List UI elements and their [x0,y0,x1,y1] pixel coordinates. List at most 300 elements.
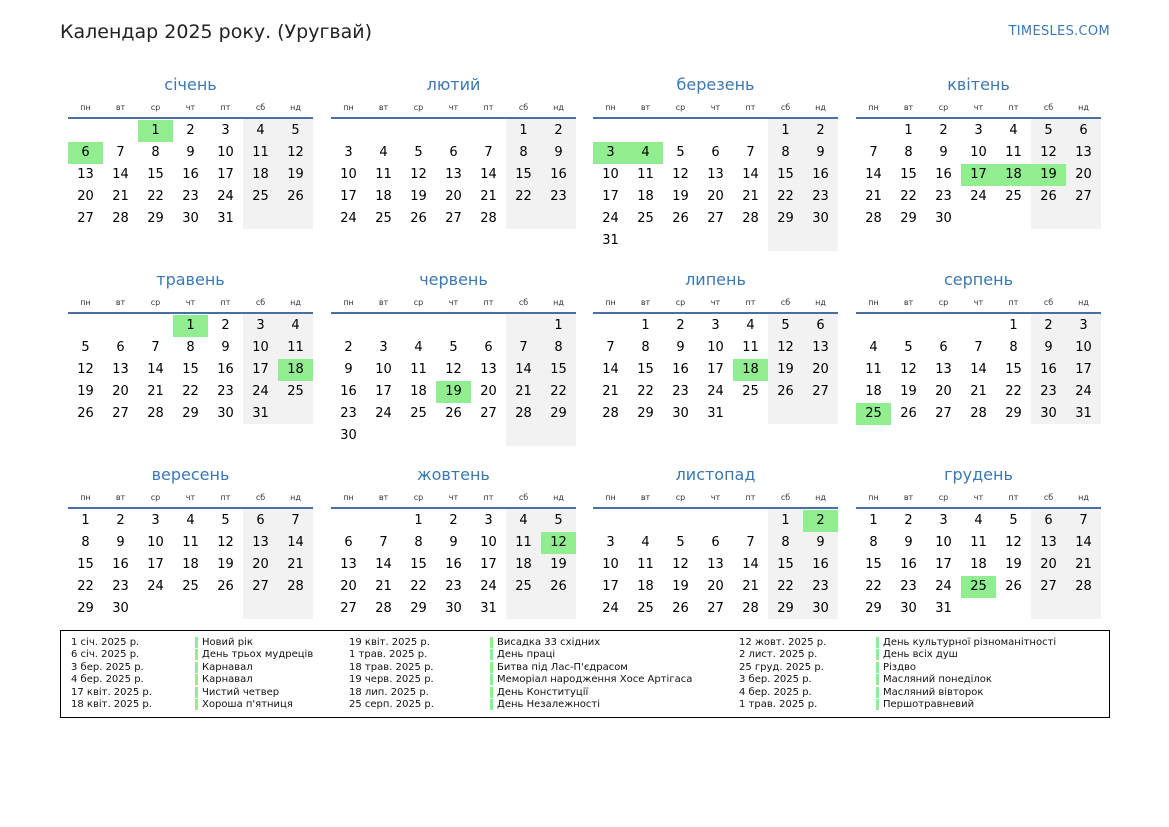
day-cell: 26 [900,406,917,421]
day-cell: 31 [602,233,619,248]
day-cell: 12 [672,167,689,182]
holiday-day-cell: 3 [593,142,628,164]
day-cell: 15 [550,362,567,377]
day-cell: 19 [1005,557,1022,572]
weekday-label: чт [185,298,196,307]
weekday-label: пн [80,298,91,307]
page-title: Календар 2025 року. (Уругвай) [60,21,373,43]
day-cell: 4 [186,513,195,528]
day-cell: 21 [865,189,882,204]
day-cell: 3 [344,145,353,160]
day-cell: 17 [252,362,269,377]
holiday-day-cell: 2 [803,510,838,532]
day-cell: 20 [1040,557,1057,572]
day-cell: 1 [781,123,790,138]
day-cell: 23 [550,189,567,204]
day-cell: 9 [1044,340,1053,355]
month-10 [331,465,576,650]
day-cell: 13 [935,362,952,377]
day-cell: 15 [777,557,794,572]
day-cell: 14 [147,362,164,377]
day-cell: 1 [869,513,878,528]
month-name: грудень [944,465,1013,484]
day-cell: 22 [900,189,917,204]
day-cell: 4 [291,318,300,333]
legend-date: 4 бер. 2025 р. [71,674,144,686]
day-cell: 1 [904,123,913,138]
weekday-label: пт [220,103,231,112]
day-cell: 24 [970,189,987,204]
day-cell: 29 [900,211,917,226]
day-cell: 19 [77,384,94,399]
day-cell: 26 [1040,189,1057,204]
weekday-label: чт [710,103,721,112]
day-cell: 25 [287,384,304,399]
day-cell: 14 [480,167,497,182]
day-cell: 31 [1075,406,1092,421]
day-cell: 22 [147,189,164,204]
day-cell: 8 [641,340,650,355]
day-cell: 28 [112,211,129,226]
day-cell: 29 [147,211,164,226]
weekday-label: вт [640,298,651,307]
day-cell: 6 [484,340,493,355]
month-name: січень [164,75,217,94]
day-cell: 22 [410,579,427,594]
day-cell: 9 [449,535,458,550]
weekday-label: ср [150,103,161,112]
month-rule [331,312,576,314]
day-cell: 5 [781,318,790,333]
month-rule [593,507,838,509]
weekday-label: пн [868,103,879,112]
day-cell: 21 [480,189,497,204]
day-cell: 25 [742,384,759,399]
day-cell: 11 [637,167,654,182]
weekday-label: чт [448,493,459,502]
day-cell: 28 [287,579,304,594]
day-cell: 21 [742,579,759,594]
month-name: серпень [944,270,1013,289]
day-cell: 28 [147,406,164,421]
day-cell: 3 [256,318,265,333]
month-1 [68,75,313,260]
day-cell: 24 [480,579,497,594]
day-cell: 10 [935,535,952,550]
day-cell: 5 [554,513,563,528]
day-cell: 14 [742,557,759,572]
weekday-label: чт [185,103,196,112]
day-cell: 15 [515,167,532,182]
day-cell: 11 [252,145,269,160]
weekday-label: пн [343,298,354,307]
day-cell: 30 [812,601,829,616]
day-cell: 10 [707,340,724,355]
day-cell: 12 [1005,535,1022,550]
day-cell: 23 [1040,384,1057,399]
day-cell: 5 [1009,513,1018,528]
day-cell: 17 [217,167,234,182]
weekday-label: сб [518,103,529,112]
legend-date: 1 січ. 2025 р. [71,637,140,648]
day-cell: 5 [904,340,913,355]
day-cell: 9 [939,145,948,160]
weekday-label: сб [1043,103,1054,112]
day-cell: 4 [519,513,528,528]
legend-date: 25 груд. 2025 р. [739,661,824,673]
day-cell: 20 [445,189,462,204]
day-cell: 21 [602,384,619,399]
day-cell: 5 [676,535,685,550]
day-cell: 21 [515,384,532,399]
day-cell: 9 [344,362,353,377]
day-cell: 12 [672,557,689,572]
weekday-label: пт [1008,298,1019,307]
weekday-label: сб [780,103,791,112]
legend-holiday-name: День трьох мудреців [195,649,313,660]
day-cell: 30 [182,211,199,226]
day-cell: 30 [935,211,952,226]
day-cell: 9 [186,145,195,160]
day-cell: 23 [445,579,462,594]
day-cell: 14 [602,362,619,377]
legend-holiday-name: День Незалежності [490,699,600,710]
day-cell: 25 [515,579,532,594]
day-cell: 24 [707,384,724,399]
legend-date: 18 трав. 2025 р. [349,661,434,673]
day-cell: 13 [340,557,357,572]
weekday-label: сб [1043,493,1054,502]
day-cell: 12 [287,145,304,160]
day-cell: 4 [256,123,265,138]
weekday-label: вт [378,298,389,307]
day-cell: 16 [445,557,462,572]
day-cell: 18 [252,167,269,182]
legend-holiday-name: Новий рік [195,637,253,648]
month-rule [331,117,576,119]
weekday-label: нд [1078,493,1089,502]
month-6 [331,270,576,455]
day-cell: 7 [606,340,615,355]
day-cell: 12 [410,167,427,182]
weekday-label: пт [745,493,756,502]
day-cell: 25 [1005,189,1022,204]
legend-date: 6 січ. 2025 р. [71,649,140,661]
legend-holiday-name: Карнавал [195,674,253,685]
day-cell: 29 [637,406,654,421]
day-cell: 16 [550,167,567,182]
day-cell: 15 [865,557,882,572]
day-cell: 30 [112,601,129,616]
day-cell: 18 [865,384,882,399]
day-cell: 17 [1075,362,1092,377]
day-cell: 24 [602,601,619,616]
day-cell: 10 [480,535,497,550]
month-2 [331,75,576,260]
holiday-day-cell: 1 [173,315,208,337]
day-cell: 29 [777,601,794,616]
day-cell: 21 [1075,557,1092,572]
legend-date: 19 квіт. 2025 р. [349,637,430,648]
day-cell: 23 [217,384,234,399]
day-cell: 22 [1005,384,1022,399]
day-cell: 19 [777,362,794,377]
day-cell: 21 [970,384,987,399]
day-cell: 9 [676,340,685,355]
day-cell: 20 [77,189,94,204]
day-cell: 9 [904,535,913,550]
day-cell: 28 [480,211,497,226]
day-cell: 24 [340,211,357,226]
day-cell: 11 [742,340,759,355]
day-cell: 2 [344,340,353,355]
day-cell: 13 [480,362,497,377]
day-cell: 6 [711,145,720,160]
day-cell: 4 [869,340,878,355]
day-cell: 18 [515,557,532,572]
day-cell: 2 [676,318,685,333]
weekday-label: вт [640,493,651,502]
day-cell: 2 [904,513,913,528]
day-cell: 16 [217,362,234,377]
day-cell: 19 [672,189,689,204]
weekday-label: чт [973,103,984,112]
day-cell: 25 [182,579,199,594]
legend-holiday-name: Хороша п'ятниця [195,699,293,710]
weekday-label: сб [255,298,266,307]
legend-date: 3 бер. 2025 р. [739,674,812,686]
weekday-label: сб [255,103,266,112]
month-11 [593,465,838,650]
day-cell: 27 [340,601,357,616]
weekday-label: вт [640,103,651,112]
day-cell: 23 [812,189,829,204]
day-cell: 25 [375,211,392,226]
weekday-label: сб [518,493,529,502]
day-cell: 5 [221,513,230,528]
day-cell: 29 [77,601,94,616]
weekday-label: пн [80,493,91,502]
day-cell: 12 [1040,145,1057,160]
month-name: липень [685,270,746,289]
day-cell: 14 [865,167,882,182]
day-cell: 19 [900,384,917,399]
day-cell: 18 [182,557,199,572]
day-cell: 16 [812,167,829,182]
day-cell: 1 [81,513,90,528]
day-cell: 28 [865,211,882,226]
month-name: листопад [675,465,756,484]
day-cell: 11 [515,535,532,550]
legend-date: 25 серп. 2025 р. [349,699,434,710]
day-cell: 22 [777,189,794,204]
weekday-label: пт [745,103,756,112]
weekday-label: ср [413,298,424,307]
day-cell: 19 [217,557,234,572]
day-cell: 2 [116,513,125,528]
day-cell: 19 [410,189,427,204]
month-rule [68,312,313,314]
day-cell: 20 [340,579,357,594]
weekday-label: пт [483,493,494,502]
holiday-day-cell: 1 [138,120,173,142]
weekday-label: пт [220,298,231,307]
weekday-label: пн [343,103,354,112]
day-cell: 2 [554,123,563,138]
day-cell: 29 [777,211,794,226]
holiday-day-cell: 6 [68,142,103,164]
day-cell: 3 [151,513,160,528]
legend-holiday-name: День Конституції [490,687,588,698]
day-cell: 8 [151,145,160,160]
month-rule [856,312,1101,314]
holiday-day-cell: 18 [733,359,768,381]
month-rule [331,507,576,509]
day-cell: 14 [742,167,759,182]
day-cell: 20 [935,384,952,399]
day-cell: 10 [340,167,357,182]
day-cell: 2 [939,123,948,138]
legend-date: 1 трав. 2025 р. [739,699,818,710]
day-cell: 21 [375,579,392,594]
month-name: березень [676,75,755,94]
day-cell: 3 [939,513,948,528]
day-cell: 5 [291,123,300,138]
legend-holiday-name: Першотравневий [876,699,974,710]
day-cell: 31 [217,211,234,226]
day-cell: 20 [480,384,497,399]
day-cell: 1 [781,513,790,528]
day-cell: 29 [410,601,427,616]
weekday-label: нд [815,493,826,502]
day-cell: 18 [637,189,654,204]
holiday-day-cell: 18 [996,164,1031,186]
day-cell: 13 [252,535,269,550]
holiday-day-cell: 19 [436,381,471,403]
day-cell: 10 [252,340,269,355]
day-cell: 4 [414,340,423,355]
day-cell: 7 [291,513,300,528]
day-cell: 7 [484,145,493,160]
weekday-label: нд [290,103,301,112]
day-cell: 26 [777,384,794,399]
weekday-label: ср [675,103,686,112]
holiday-day-cell: 25 [856,403,891,425]
day-cell: 24 [935,579,952,594]
weekday-label: вт [903,103,914,112]
legend-holiday-name: Різдво [876,662,916,673]
day-cell: 14 [112,167,129,182]
day-cell: 7 [974,340,983,355]
day-cell: 28 [515,406,532,421]
day-cell: 26 [287,189,304,204]
holiday-legend [60,630,1110,718]
site-link[interactable]: TIMESLES.COM [1008,24,1110,39]
day-cell: 5 [81,340,90,355]
day-cell: 10 [602,557,619,572]
day-cell: 28 [602,406,619,421]
day-cell: 1 [641,318,650,333]
day-cell: 13 [445,167,462,182]
day-cell: 7 [746,145,755,160]
day-cell: 26 [410,211,427,226]
day-cell: 4 [974,513,983,528]
weekday-label: вт [903,298,914,307]
day-cell: 15 [777,167,794,182]
day-cell: 24 [602,211,619,226]
holiday-day-cell: 18 [278,359,313,381]
day-cell: 17 [602,189,619,204]
day-cell: 23 [900,579,917,594]
day-cell: 22 [550,384,567,399]
holiday-day-cell: 19 [1031,164,1066,186]
day-cell: 29 [865,601,882,616]
day-cell: 9 [116,535,125,550]
day-cell: 8 [904,145,913,160]
day-cell: 24 [375,406,392,421]
month-name: лютий [426,75,481,94]
day-cell: 10 [375,362,392,377]
day-cell: 26 [672,601,689,616]
month-3 [593,75,838,260]
day-cell: 27 [1040,579,1057,594]
day-cell: 26 [445,406,462,421]
day-cell: 11 [865,362,882,377]
day-cell: 19 [550,557,567,572]
day-cell: 30 [900,601,917,616]
month-rule [593,117,838,119]
day-cell: 13 [707,557,724,572]
day-cell: 7 [869,145,878,160]
legend-date: 17 квіт. 2025 р. [71,686,152,698]
day-cell: 27 [707,211,724,226]
month-12 [856,465,1101,650]
day-cell: 17 [707,362,724,377]
month-9 [68,465,313,650]
day-cell: 26 [672,211,689,226]
day-cell: 26 [550,579,567,594]
day-cell: 30 [445,601,462,616]
day-cell: 17 [935,557,952,572]
legend-date: 1 трав. 2025 р. [349,649,428,661]
month-5 [68,270,313,455]
day-cell: 13 [707,167,724,182]
weekday-label: чт [185,493,196,502]
day-cell: 17 [340,189,357,204]
legend-holiday-name: Чистий четвер [195,687,279,698]
day-cell: 18 [637,579,654,594]
day-cell: 2 [186,123,195,138]
day-cell: 23 [672,384,689,399]
day-cell: 16 [935,167,952,182]
day-cell: 27 [480,406,497,421]
month-name: жовтень [417,465,490,484]
weekday-label: ср [675,298,686,307]
weekday-label: сб [518,298,529,307]
day-cell: 30 [812,211,829,226]
day-cell: 31 [935,601,952,616]
day-cell: 21 [742,189,759,204]
weekday-label: чт [973,298,984,307]
day-cell: 18 [375,189,392,204]
legend-holiday-name: Карнавал [195,662,253,673]
legend-date: 18 квіт. 2025 р. [71,699,152,710]
month-rule [856,117,1101,119]
day-cell: 6 [344,535,353,550]
day-cell: 3 [711,318,720,333]
day-cell: 30 [672,406,689,421]
day-cell: 15 [900,167,917,182]
